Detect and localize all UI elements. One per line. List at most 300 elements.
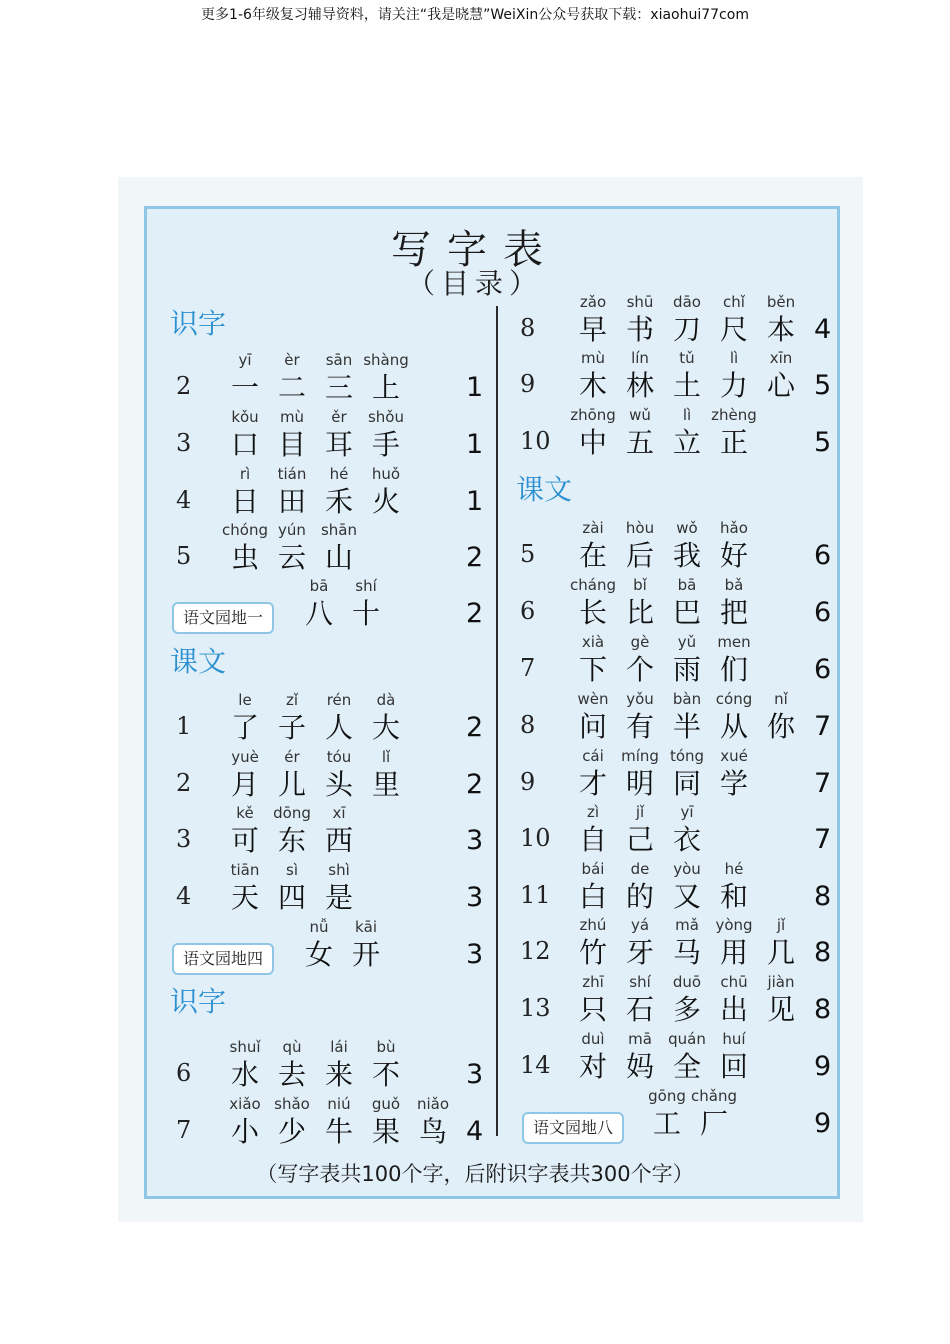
page-number: 6: [814, 597, 832, 628]
char-cell: [617, 915, 663, 971]
char-cell: [617, 632, 663, 688]
char-cell: [664, 405, 710, 461]
hanzi: 木: [578, 369, 607, 402]
table-row: [0, 632, 950, 690]
char-cell: [570, 348, 616, 404]
char-cell: [711, 859, 757, 915]
pinyin: dōng: [273, 804, 311, 822]
pinyin: hǎo: [720, 519, 748, 537]
pinyin: sān: [325, 351, 353, 369]
lesson-number: 6: [176, 1059, 192, 1087]
pinyin: shí: [629, 973, 651, 991]
table-row: [0, 348, 950, 406]
lesson-number: 6: [520, 597, 536, 625]
pinyin: xī: [332, 804, 346, 822]
unit-badge: 语文园地四: [172, 943, 274, 975]
hanzi: 几: [766, 936, 795, 969]
lesson-number: 9: [520, 370, 536, 398]
pinyin: duì: [581, 1030, 605, 1048]
pinyin: ěr: [331, 408, 347, 426]
char-cell: [711, 972, 757, 1028]
lesson-number: 7: [176, 1116, 192, 1144]
section-heading: 识字: [170, 307, 227, 340]
char-cell: [316, 464, 362, 520]
char-cell: [711, 746, 757, 802]
char-cell: [664, 575, 710, 631]
pinyin: yún: [278, 521, 306, 539]
char-cell: [617, 348, 663, 404]
hanzi: 耳: [324, 428, 353, 461]
pinyin: rén: [326, 691, 352, 709]
char-cell: [570, 915, 616, 971]
char-cell: [758, 292, 804, 348]
pinyin: kě: [236, 804, 254, 822]
pinyin: lái: [330, 1038, 348, 1056]
pinyin: nǚ: [309, 918, 329, 936]
char-cell: [617, 405, 663, 461]
lesson-number: 3: [176, 825, 192, 853]
page-number: 3: [466, 825, 484, 856]
char-cell: [570, 689, 616, 745]
pinyin: cóng: [715, 690, 753, 708]
hanzi: 四: [277, 881, 306, 914]
hanzi: 天: [230, 881, 259, 914]
pinyin: zǐ: [285, 691, 299, 709]
char-cell: [711, 915, 757, 971]
pinyin: wǒ: [676, 519, 698, 537]
pinyin: xià: [581, 633, 605, 651]
pinyin: bǎ: [724, 576, 744, 594]
lesson-number: 9: [520, 768, 536, 796]
char-cell: [570, 972, 616, 1028]
hanzi: 禾: [324, 485, 353, 518]
footer-note: （写字表共100个字，后附识字表共300个字）: [256, 1162, 694, 1186]
pinyin: wèn: [577, 690, 609, 708]
pinyin: guǒ: [371, 1095, 401, 1113]
page-number: 8: [814, 881, 832, 912]
hanzi: 女: [304, 938, 333, 971]
hanzi: 对: [578, 1050, 607, 1083]
hanzi: 西: [324, 824, 353, 857]
pinyin: shàng: [363, 351, 409, 369]
lesson-number: 7: [520, 654, 536, 682]
table-row: [0, 292, 950, 350]
pinyin: dà: [376, 691, 396, 709]
hanzi: 书: [625, 313, 654, 346]
pinyin: rì: [239, 465, 251, 483]
char-cell: [570, 405, 616, 461]
hanzi: 妈: [625, 1050, 654, 1083]
pinyin: shū: [626, 293, 654, 311]
hanzi: 正: [719, 426, 748, 459]
pinyin: zhú: [579, 916, 607, 934]
pinyin: mǎ: [675, 916, 699, 934]
hanzi: 鸟: [418, 1115, 447, 1148]
lesson-number: 3: [176, 429, 192, 457]
section-heading: 课文: [516, 473, 573, 506]
pinyin: lì: [729, 349, 739, 367]
pinyin: zhī: [582, 973, 604, 991]
hanzi: 石: [625, 993, 654, 1026]
hanzi: 们: [719, 653, 748, 686]
char-cell: [269, 464, 315, 520]
hanzi: 中: [578, 426, 607, 459]
pinyin: yá: [630, 916, 650, 934]
pinyin: yī: [238, 351, 252, 369]
char-cell: [691, 1086, 737, 1142]
pinyin: tóng: [669, 747, 705, 765]
hanzi: 雨: [672, 653, 701, 686]
page-number: 3: [466, 882, 484, 913]
pinyin: dāo: [673, 293, 701, 311]
pinyin: zhōng: [570, 406, 616, 424]
pinyin: yuè: [231, 748, 259, 766]
pinyin: hé: [724, 860, 744, 878]
char-cell: [644, 1086, 690, 1142]
hanzi: 你: [766, 710, 795, 743]
page-number: 3: [466, 1059, 484, 1090]
pinyin: tián: [277, 465, 307, 483]
pinyin: shì: [328, 861, 350, 879]
hanzi: 目: [277, 428, 306, 461]
pinyin: wǔ: [629, 406, 651, 424]
hanzi: 了: [230, 711, 259, 744]
pinyin: gōng: [648, 1087, 686, 1105]
hanzi: 人: [324, 711, 353, 744]
section-heading: 识字: [170, 985, 227, 1018]
hanzi: 长: [578, 596, 607, 629]
pinyin: yǒu: [626, 690, 654, 708]
lesson-number: 11: [520, 881, 551, 909]
page-number: 2: [466, 712, 484, 743]
hanzi: 巴: [672, 596, 701, 629]
char-cell: [617, 292, 663, 348]
pinyin: shǒu: [367, 408, 404, 426]
pinyin: míng: [621, 747, 659, 765]
char-cell: [617, 972, 663, 1028]
table-row: [0, 518, 950, 576]
hanzi: 用: [719, 936, 748, 969]
hanzi: 牛: [324, 1115, 353, 1148]
hanzi: 可: [230, 824, 259, 857]
pinyin: quán: [668, 1030, 706, 1048]
hanzi: 儿: [277, 768, 306, 801]
table-row: [0, 859, 950, 917]
char-cell: [617, 859, 663, 915]
pinyin: jǐ: [635, 803, 645, 821]
lesson-number: 13: [520, 994, 551, 1022]
hanzi: 三: [324, 371, 353, 404]
hanzi: 少: [277, 1115, 306, 1148]
pinyin: cháng: [570, 576, 616, 594]
page-number: 8: [814, 994, 832, 1025]
hanzi: 水: [230, 1058, 259, 1091]
char-cell: [664, 746, 710, 802]
pinyin: zài: [582, 519, 604, 537]
lesson-number: 8: [520, 314, 536, 342]
lesson-number: 2: [176, 769, 192, 797]
pinyin: niǎo: [416, 1095, 450, 1113]
hanzi: 力: [719, 369, 748, 402]
pinyin: le: [238, 691, 252, 709]
char-cell: [664, 689, 710, 745]
char-cell: [570, 802, 616, 858]
lesson-number: 5: [520, 540, 536, 568]
pinyin: hòu: [625, 519, 655, 537]
page-number: 5: [814, 427, 832, 458]
hanzi: 后: [625, 539, 654, 572]
char-cell: [711, 518, 757, 574]
page-number: 9: [814, 1108, 832, 1139]
pinyin: yòu: [673, 860, 701, 878]
pinyin: huí: [722, 1030, 746, 1048]
page-number: 7: [814, 768, 832, 799]
char-cell: [617, 575, 663, 631]
char-cell: [711, 348, 757, 404]
table-row: [0, 972, 950, 1030]
char-cell: [711, 632, 757, 688]
pinyin: huǒ: [371, 465, 401, 483]
page-number: 6: [814, 540, 832, 571]
char-cell: [617, 518, 663, 574]
hanzi: 有: [625, 710, 654, 743]
hanzi: 好: [719, 539, 748, 572]
pinyin: ér: [284, 748, 300, 766]
pinyin: lì: [682, 406, 692, 424]
unit-badge: 语文园地一: [172, 602, 274, 634]
pinyin: gè: [630, 633, 650, 651]
hanzi: 个: [625, 653, 654, 686]
char-cell: [664, 972, 710, 1028]
hanzi: 马: [672, 936, 701, 969]
lesson-number: 2: [176, 372, 192, 400]
pinyin: chǎng: [691, 1087, 737, 1105]
pinyin: jǐ: [776, 916, 786, 934]
pinyin: shān: [320, 521, 358, 539]
pinyin: mù: [279, 408, 305, 426]
hanzi: 比: [625, 596, 654, 629]
page-number: 1: [466, 486, 484, 517]
hanzi: 山: [324, 541, 353, 574]
pinyin: kǒu: [231, 408, 259, 426]
hanzi: 大: [371, 711, 400, 744]
hanzi: 工: [652, 1107, 681, 1140]
hanzi: 半: [672, 710, 701, 743]
char-cell: [711, 689, 757, 745]
hanzi: 里: [371, 768, 400, 801]
hanzi: 上: [371, 371, 400, 404]
pinyin: tǔ: [679, 349, 695, 367]
hanzi: 牙: [625, 936, 654, 969]
hanzi: 月: [230, 768, 259, 801]
hanzi: 小: [230, 1115, 259, 1148]
hanzi: 把: [719, 596, 748, 629]
hanzi: 子: [277, 711, 306, 744]
hanzi: 白: [578, 880, 607, 913]
char-cell: [570, 632, 616, 688]
page-number: 2: [466, 542, 484, 573]
table-row: [0, 915, 950, 973]
pinyin: zǎo: [579, 293, 607, 311]
hanzi: 心: [766, 369, 795, 402]
hanzi: 八: [304, 597, 333, 630]
pinyin: mù: [580, 349, 606, 367]
hanzi: 果: [371, 1115, 400, 1148]
page-number: 2: [466, 598, 484, 629]
char-cell: [570, 746, 616, 802]
lesson-number: 5: [176, 542, 192, 570]
pinyin: zhèng: [711, 406, 757, 424]
char-cell: [664, 292, 710, 348]
pinyin: bù: [376, 1038, 396, 1056]
lesson-number: 10: [520, 824, 551, 852]
hanzi: 明: [625, 767, 654, 800]
char-cell: [222, 464, 268, 520]
lesson-number: 4: [176, 486, 192, 514]
hanzi: 火: [371, 485, 400, 518]
pinyin: nǐ: [774, 690, 788, 708]
page-number: 6: [814, 654, 832, 685]
char-cell: [758, 972, 804, 1028]
pinyin: jiàn: [767, 973, 795, 991]
char-cell: [664, 518, 710, 574]
char-cell: [570, 859, 616, 915]
hanzi: 去: [277, 1058, 306, 1091]
char-cell: [664, 632, 710, 688]
hanzi: 又: [672, 880, 701, 913]
hanzi: 见: [766, 993, 795, 1026]
hanzi: 本: [766, 313, 795, 346]
table-row: [0, 802, 950, 860]
pinyin: chǐ: [723, 293, 745, 311]
char-cell: [617, 689, 663, 745]
page-number: 1: [466, 429, 484, 460]
hanzi: 是: [324, 881, 353, 914]
hanzi: 二: [277, 371, 306, 404]
pinyin: qù: [282, 1038, 302, 1056]
char-cell: [758, 348, 804, 404]
table-row: [0, 405, 950, 463]
char-cell: [570, 292, 616, 348]
page-number: 7: [814, 824, 832, 855]
hanzi: 土: [672, 369, 701, 402]
hanzi: 同: [672, 767, 701, 800]
hanzi: 自: [578, 823, 607, 856]
pinyin: sì: [286, 861, 298, 879]
hanzi: 不: [371, 1058, 400, 1091]
pinyin: xīn: [769, 349, 793, 367]
char-cell: [664, 859, 710, 915]
char-cell: [570, 575, 616, 631]
char-cell: [711, 1029, 757, 1085]
pinyin: chū: [720, 973, 748, 991]
pinyin: de: [630, 860, 650, 878]
pinyin: men: [717, 633, 751, 651]
table-row: [0, 464, 950, 522]
table-row: [0, 689, 950, 747]
char-cell: [363, 464, 409, 520]
pinyin: èr: [284, 351, 300, 369]
pinyin: lǐ: [381, 748, 391, 766]
hanzi: 头: [324, 768, 353, 801]
pinyin: yǔ: [677, 633, 697, 651]
pinyin: bái: [581, 860, 605, 878]
page-subtitle: （目录）: [406, 267, 543, 300]
pinyin: shuǐ: [229, 1038, 261, 1056]
hanzi: 手: [371, 428, 400, 461]
pinyin: tóu: [326, 748, 352, 766]
char-cell: [617, 1029, 663, 1085]
char-cell: [664, 348, 710, 404]
hanzi: 林: [625, 369, 654, 402]
hanzi: 五: [625, 426, 654, 459]
hanzi: 一: [230, 371, 259, 404]
pinyin: xué: [720, 747, 748, 765]
table-row: [0, 1086, 950, 1144]
pinyin: tiān: [230, 861, 260, 879]
char-cell: [664, 915, 710, 971]
page-number: 4: [814, 314, 832, 345]
hanzi: 早: [578, 313, 607, 346]
char-cell: [617, 746, 663, 802]
hanzi: 全: [672, 1050, 701, 1083]
hanzi: 和: [719, 880, 748, 913]
hanzi: 立: [672, 426, 701, 459]
char-cell: [711, 405, 757, 461]
hanzi: 只: [578, 993, 607, 1026]
page-number: 3: [466, 939, 484, 970]
table-row: [0, 575, 950, 633]
hanzi: 虫: [230, 541, 259, 574]
pinyin: niú: [327, 1095, 351, 1113]
pinyin: lín: [631, 349, 649, 367]
char-cell: [570, 518, 616, 574]
pinyin: yī: [680, 803, 694, 821]
page-number: 8: [814, 937, 832, 968]
char-cell: [664, 1029, 710, 1085]
char-cell: [711, 292, 757, 348]
pinyin: bǐ: [633, 576, 647, 594]
hanzi: 东: [277, 824, 306, 857]
pinyin: mā: [628, 1030, 652, 1048]
page-number: 1: [466, 372, 484, 403]
pinyin: yòng: [715, 916, 753, 934]
lesson-number: 12: [520, 937, 551, 965]
page-number: 9: [814, 1051, 832, 1082]
table-row: [0, 746, 950, 804]
header-note: 更多1-6年级复习辅导资料，请关注“我是晓慧”WeiXin公众号获取下载：xiaohui77com: [201, 7, 749, 23]
char-cell: [758, 915, 804, 971]
pinyin: bā: [309, 577, 329, 595]
lesson-number: 8: [520, 711, 536, 739]
hanzi: 回: [719, 1050, 748, 1083]
hanzi: 下: [578, 653, 607, 686]
hanzi: 田: [277, 485, 306, 518]
page-number: 7: [814, 711, 832, 742]
lesson-number: 14: [520, 1051, 551, 1079]
hanzi: 日: [230, 485, 259, 518]
lesson-number: 4: [176, 882, 192, 910]
pinyin: xiǎo: [229, 1095, 261, 1113]
char-cell: [758, 689, 804, 745]
pinyin: chóng: [222, 521, 268, 539]
unit-badge: 语文园地八: [522, 1112, 624, 1144]
pinyin: shǎo: [274, 1095, 310, 1113]
pinyin: zì: [586, 803, 600, 821]
hanzi: 竹: [578, 936, 607, 969]
pinyin: kāi: [354, 918, 378, 936]
hanzi: 来: [324, 1058, 353, 1091]
